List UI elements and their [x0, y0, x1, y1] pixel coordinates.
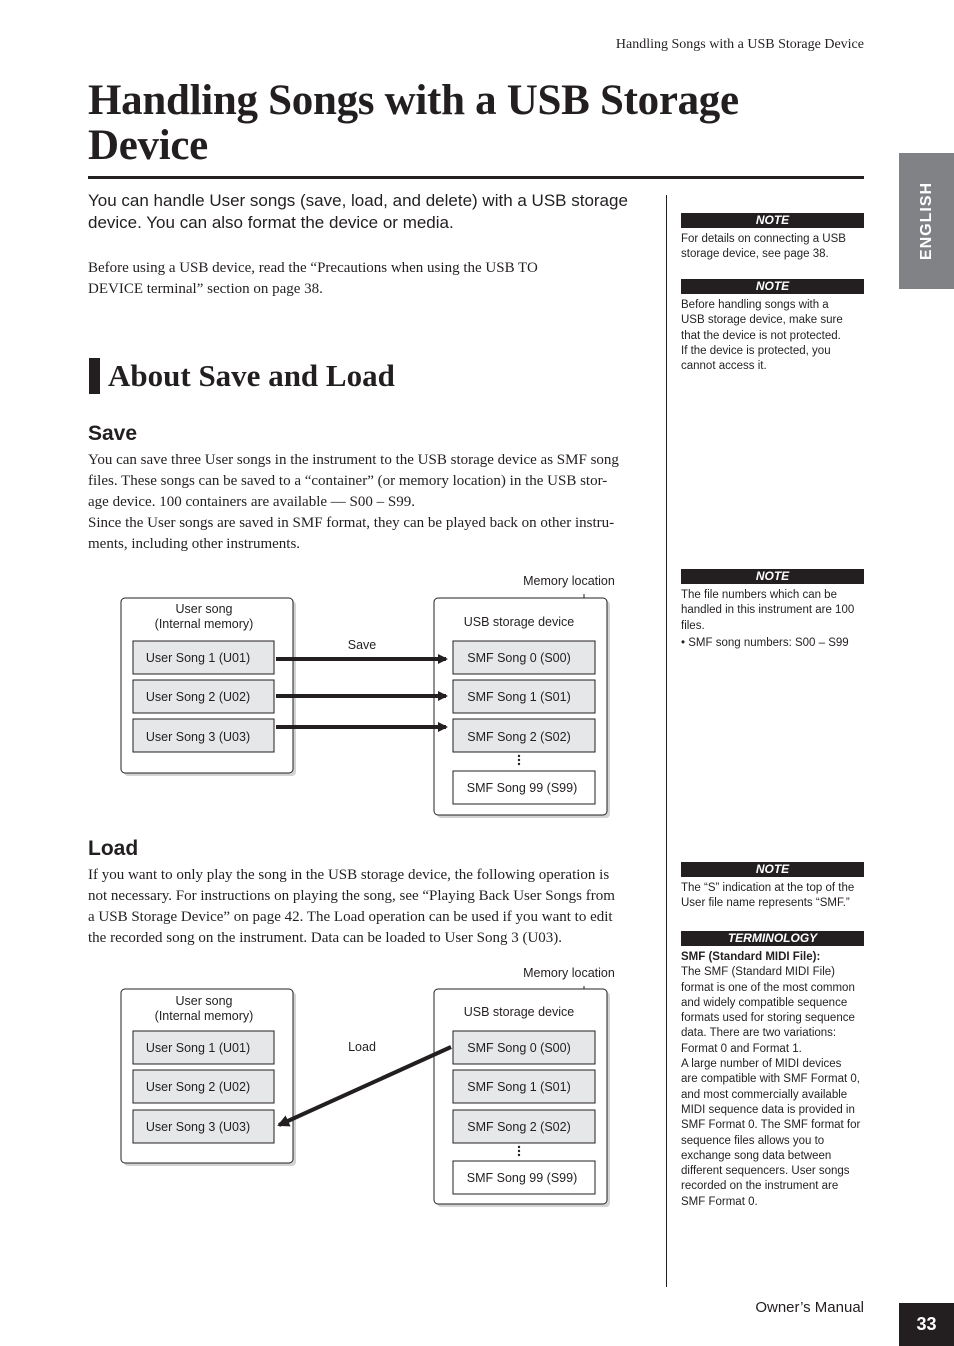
user-box-subtitle: (Internal memory): [154, 1009, 254, 1023]
user-song-label: User Song 3 (U03): [145, 1120, 251, 1134]
load-line: the recorded song on the instrument. Data can be loaded to User Song 3 (U03).: [88, 930, 563, 946]
terminology-line: Format 0 and Format 1.: [681, 1042, 802, 1055]
terminology-text: [681, 950, 865, 1210]
note-text: [681, 881, 865, 912]
terminology-line: are compatible with SMF Format 0,: [681, 1073, 860, 1086]
note-text: [681, 232, 865, 263]
note-line: that the device is not protected.: [681, 329, 841, 342]
note-line: User file name represents “SMF.”: [681, 897, 850, 910]
intro-body: [88, 258, 648, 300]
running-head: Handling Songs with a USB Storage Device: [615, 37, 864, 52]
note-line: If the device is protected, you: [681, 344, 831, 357]
smf-song-label: SMF Song 2 (S02): [467, 730, 571, 744]
note-bullet: • SMF song numbers: S00 – S99: [681, 636, 849, 649]
intro-body-line: Before using a USB device, read the “Precautions when using the USB TO: [88, 260, 538, 276]
ellipsis-dot: [518, 755, 520, 757]
ellipsis-dot: [518, 1146, 520, 1148]
smf-song-label: SMF Song 2 (S02): [467, 1120, 571, 1134]
save-line: files. These songs can be saved to a “container” (or memory location) in the USB stor-: [88, 473, 608, 489]
note-line: For details on connecting a USB: [681, 233, 846, 245]
load-action-label: Load: [348, 1040, 376, 1054]
page-title-line1: Handling Songs with a USB Storage: [88, 77, 739, 124]
note-line: cannot access it.: [681, 360, 767, 373]
terminology-line: MIDI sequence data is provided in: [681, 1103, 855, 1116]
note-bar: NOTE: [681, 279, 864, 294]
user-box-title: User song: [175, 602, 233, 616]
save-heading: Save: [88, 422, 138, 445]
page-title-line2: Device: [88, 122, 208, 169]
smf-song-label: SMF Song 99 (S99): [466, 1171, 578, 1185]
user-song-label: User Song 1 (U01): [145, 1041, 251, 1055]
smf-song-label: SMF Song 1 (S01): [467, 690, 571, 704]
note-text: [681, 298, 865, 374]
note-bar: NOTE: [681, 569, 864, 584]
page-title: [88, 78, 848, 168]
ellipsis-dot: [518, 763, 520, 765]
user-box-title: User song: [175, 994, 233, 1008]
terminology-line: The SMF (Standard MIDI File): [681, 966, 836, 979]
load-line: If you want to only play the song in the USB storage device, the following operation is: [88, 867, 610, 883]
section-heading-bar: [89, 358, 100, 394]
note-text: [681, 588, 865, 651]
smf-song-label: SMF Song 1 (S01): [467, 1080, 571, 1094]
load-line: not necessary. For instructions on playing the song, see “Playing Back User Songs from: [88, 888, 615, 904]
footer-label: Owner’s Manual: [755, 1299, 864, 1316]
intro-body-line: DEVICE terminal” section on page 38.: [88, 281, 323, 297]
note-line: The file numbers which can be: [681, 589, 837, 601]
save-line: age device. 100 containers are available — S00 – S99.: [88, 494, 415, 510]
terminology-line: data. There are two variations:: [681, 1027, 837, 1040]
terminology-line: different sequencers. User songs: [681, 1165, 850, 1178]
terminology-line: and most commercially available: [681, 1088, 848, 1101]
note-line: Before handling songs with a: [681, 299, 829, 311]
ellipsis-dot: [518, 759, 520, 761]
column-divider: [666, 195, 667, 1287]
smf-song-label: SMF Song 0 (S00): [467, 651, 571, 665]
terminology-line: A large number of MIDI devices: [681, 1058, 842, 1071]
terminology-heading: SMF (Standard MIDI File):: [681, 951, 821, 963]
usb-box-title: USB storage device: [463, 1005, 575, 1019]
terminology-line: SMF Format 0. The SMF format for: [681, 1119, 861, 1132]
language-tab: [899, 153, 954, 289]
save-line: You can save three User songs in the instrument to the USB storage device as SMF song: [88, 452, 619, 468]
load-line: a USB Storage Device” on page 42. The Load operation can be used if you want to edit: [88, 909, 613, 925]
memory-location-label: Memory location: [523, 966, 615, 980]
save-paragraph: [88, 450, 650, 555]
note-line: files.: [681, 619, 705, 632]
terminology-line: SMF Format 0.: [681, 1195, 758, 1208]
load-arrow: [279, 1047, 451, 1125]
user-box-subtitle: (Internal memory): [154, 617, 254, 631]
terminology-line: sequence files allows you to: [681, 1134, 825, 1147]
save-line: Since the User songs are saved in SMF format, they can be played back on other instru-: [88, 515, 615, 531]
terminology-line: and widely compatible sequence: [681, 996, 848, 1009]
usb-box-title: USB storage device: [463, 615, 575, 629]
save-line: ments, including other instruments.: [88, 536, 301, 552]
ellipsis-dot: [518, 1154, 520, 1156]
terminology-line: formats used for storing sequence: [681, 1012, 855, 1025]
terminology-line: exchange song data between: [681, 1149, 832, 1162]
ellipsis-dot: [518, 1150, 520, 1152]
terminology-line: format is one of the most common: [681, 981, 855, 994]
user-song-label: User Song 2 (U02): [145, 690, 251, 704]
smf-song-label: SMF Song 0 (S00): [467, 1041, 571, 1055]
title-rule: [88, 176, 864, 179]
load-paragraph: [88, 865, 650, 949]
note-line: storage device, see page 38.: [681, 248, 829, 261]
memory-location-label: Memory location: [523, 574, 615, 588]
user-song-label: User Song 3 (U03): [145, 730, 251, 744]
user-song-label: User Song 2 (U02): [145, 1080, 251, 1094]
note-line: USB storage device, make sure: [681, 314, 843, 327]
smf-song-label: SMF Song 99 (S99): [466, 781, 578, 795]
intro-lead: You can handle User songs (save, load, and delete) with a USB storage device. You can also format the device or media.: [88, 191, 628, 232]
language-tab-label: ENGLISH: [917, 181, 935, 261]
terminology-line: recorded on the instrument are: [681, 1180, 839, 1193]
note-bar: NOTE: [681, 862, 864, 877]
user-song-label: User Song 1 (U01): [145, 651, 251, 665]
load-heading: Load: [88, 837, 139, 860]
note-bar: NOTE: [681, 213, 864, 228]
save-action-label: Save: [347, 638, 377, 652]
page-number: 33: [899, 1303, 954, 1346]
terminology-bar: TERMINOLOGY: [681, 931, 864, 946]
note-line: The “S” indication at the top of the: [681, 882, 855, 894]
section-heading: About Save and Load: [108, 358, 395, 393]
note-line: handled in this instrument are 100: [681, 604, 855, 617]
